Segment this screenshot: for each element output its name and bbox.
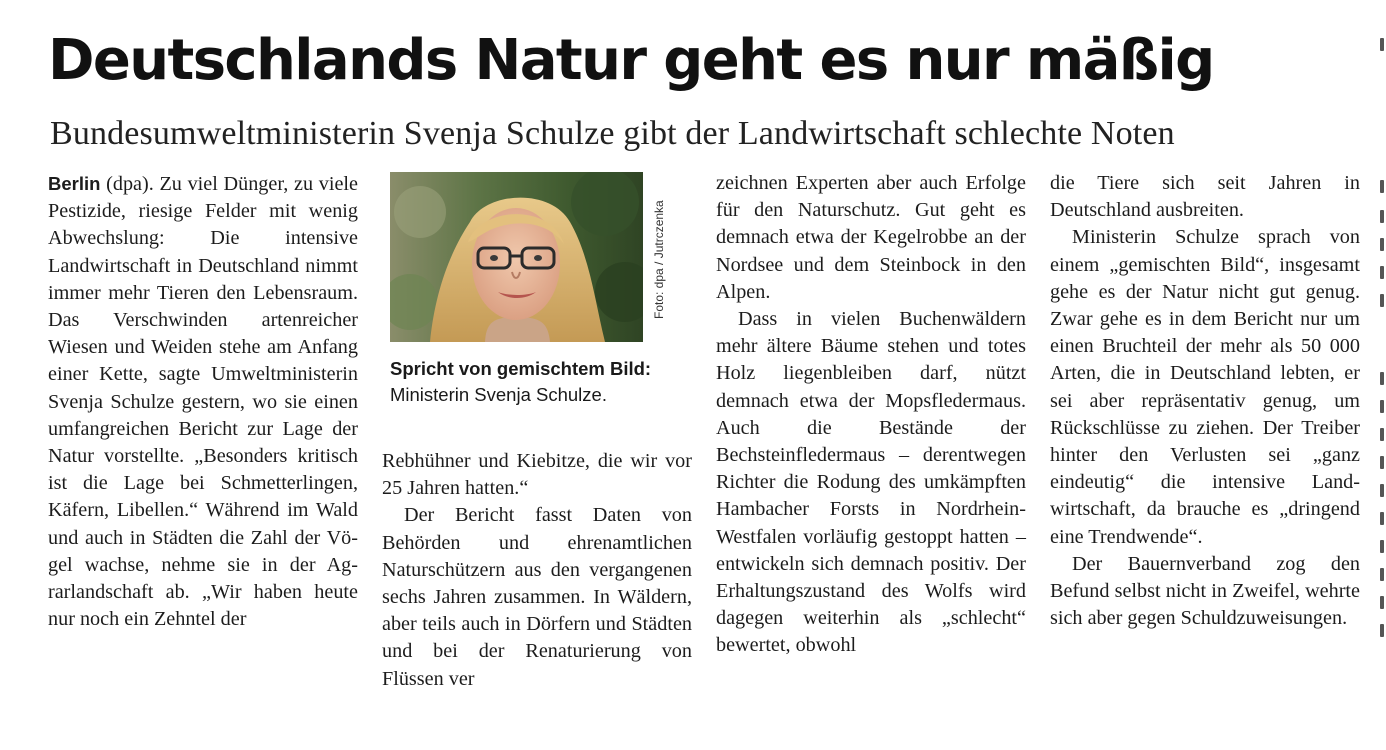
article-paragraph: die Tiere sich seit Jahren in Deutschland ausbreiten. <box>1050 172 1360 222</box>
article-column-2 <box>382 448 692 693</box>
paragraph-text: (dpa). Zu viel Dünger, zu viele Pestizide, riesige Felder mit wenig Abwechslung: Die intensive Landwirtschaft in Deutschland nimmt immer mehr Tieren den Lebensraum. Das Verschwinden artenreicher Wiesen und Weiden stehe am Anfang einer Kette, sagte Umweltministerin Svenja Schulze gestern, wo sie einen umfangreichen Bericht zur Lage der Natur vorstellte. „Besonders kritisch ist die Lage bei Schmetterlingen, Käfern, Libellen.“ Während im Wald und auch in Städten die Zahl der Vögel wachse, nehme sie in der Agrarlandschaft ab. „Wir haben heute nur noch ein Zehntel der <box>48 173 358 631</box>
article-photo-figure <box>390 172 690 405</box>
portrait-photo <box>390 172 643 342</box>
article-column-3 <box>716 170 1026 660</box>
caption-text: Ministerin Svenja Schulze. <box>390 384 607 405</box>
article-paragraph <box>48 170 358 633</box>
article-paragraph: Rebhühner und Kiebitze, die wir vor 25 Jahren hatten.“ <box>382 450 692 500</box>
adjacent-column-edge <box>1378 0 1386 750</box>
headline: Deutschlands Natur geht es nur mäßig <box>48 28 1214 93</box>
article-paragraph: zeichnen Experten aber auch Erfolge für den Naturschutz. Gut geht es demnach etwa der Kegelrobbe an der Nordsee und dem Steinbock in den Alpen. <box>716 172 1026 303</box>
article-column-4 <box>1050 170 1360 632</box>
article-paragraph: Der Bericht fasst Daten von Behörden und ehrenamtlichen Naturschützern aus den vergangenen sechs Jahren zusammen. In Wäldern, aber teils auch in Dörfern und Städten und bei der Renaturierung von Flüssen ver <box>382 504 692 690</box>
article-column-1 <box>48 170 358 633</box>
caption-bold: Spricht von gemischtem Bild: <box>390 358 652 379</box>
article-paragraph: Dass in vielen Buchenwäldern mehr ältere Bäume stehen und totes Holz liegenbleiben darf, nützt demnach etwa der Mopsfledermaus. Auch die Bestände der Bechsteinfledermaus – derentwegen Richter die Rodung des umkämpften Hambacher Forsts in Nordrhein-Westfalen vorläufig gestoppt hatten – entwickeln sich demnach positiv. Der Erhaltungszustand des Wolfs wird dagegen weiterhin als „schlecht“ bewertet, obwohl <box>716 308 1026 657</box>
article-paragraph: Ministerin Schulze sprach von einem „gemischten Bild“, insgesamt gehe es der Natur nicht gut genug. Zwar gehe es in dem Bericht nur um einen Bruchteil der mehr als 50 000 Arten, die in Deutschland lebten, er sei aber repräsentativ genug, um Rückschlüsse zu ziehen. Der Treiber hinter den Verlusten sei „ganz eindeutig“ die intensive Landwirtschaft, da brauche es „dringend eine Trendwende“. <box>1050 226 1360 548</box>
dateline: Berlin <box>48 173 101 194</box>
photo-caption <box>390 356 690 408</box>
article-paragraph: Der Bauernverband zog den Befund selbst nicht in Zweifel, wehrte sich aber gegen Schuldzuweisungen. <box>1050 552 1360 630</box>
subheadline: Bundesumweltministerin Svenja Schulze gibt der Landwirtschaft schlechte Noten <box>50 115 1175 152</box>
photo-credit: Foto: dpa / Jutrczenka <box>652 200 666 320</box>
